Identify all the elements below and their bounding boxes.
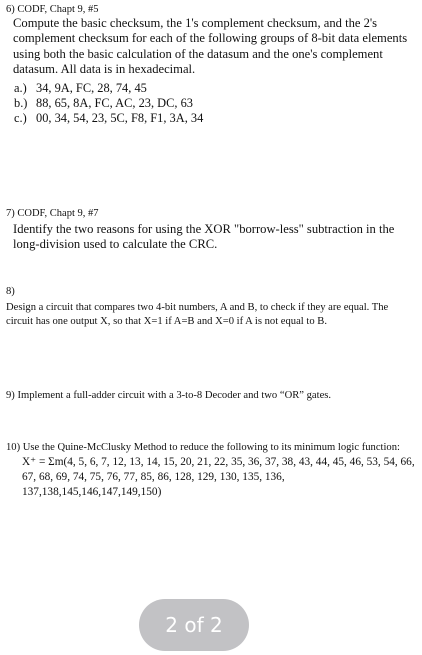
question-6-items [6,81,416,127]
item-c-value: 00, 34, 54, 23, 5C, F8, F1, 3A, 34 [36,111,204,126]
question-8 [6,285,416,329]
item-a [14,81,416,96]
page-indicator: 2 of 2 [139,599,249,651]
question-7 [6,207,416,253]
question-8-text: Design a circuit that compares two 4-bit numbers, A and B, to check if they are equal. The circuit has one output X, so that X=1 if A=B and X=0 if A is not equal to B. [6,302,389,327]
question-9 [6,389,416,403]
question-7-header: 7) CODF, Chapt 9, #7 [6,208,99,219]
question-6 [6,3,416,127]
question-7-text: Identify the two reasons for using the XOR "borrow-less" subtraction in the long-division used to calculate the CRC. [13,222,395,252]
question-10-equation: X⁺ = Σm(4, 5, 6, 7, 12, 13, 14, 15, 20, 21, 22, 35, 36, 37, 38, 43, 44, 45, 46, 53, 54, 66, 67, 68, 69, 74, 75, 76, 77, 85, 86, 128, 129, 130, 135, 136, 137,138,145,146,147,149,150) [22,456,415,498]
question-9-text: 9) Implement a full-adder circuit with a 3-to-8 Decoder and two “OR” gates. [6,390,332,401]
item-b-value: 88, 65, 8A, FC, AC, 23, DC, 63 [36,96,193,111]
question-10-text: 10) Use the Quine-McClusky Method to reduce the following to its minimum logic function: [6,442,400,453]
item-c [14,111,416,126]
item-a-value: 34, 9A, FC, 28, 74, 45 [36,80,147,95]
question-8-header: 8) [6,286,15,297]
item-a-label: a.) [14,80,27,95]
question-6-text: Compute the basic checksum, the 1's complement checksum, and the 2's complement checksum for each of the following groups of 8-bit data elements using both the basic calculation of the datasum and the one's complement datasum. All data is in hexadecimal. [13,16,408,77]
item-c-label: c.) [14,111,27,126]
item-b [14,96,416,111]
question-10 [6,441,416,499]
item-b-label: b.) [14,96,28,111]
question-6-header: 6) CODF, Chapt 9, #5 [6,4,99,15]
